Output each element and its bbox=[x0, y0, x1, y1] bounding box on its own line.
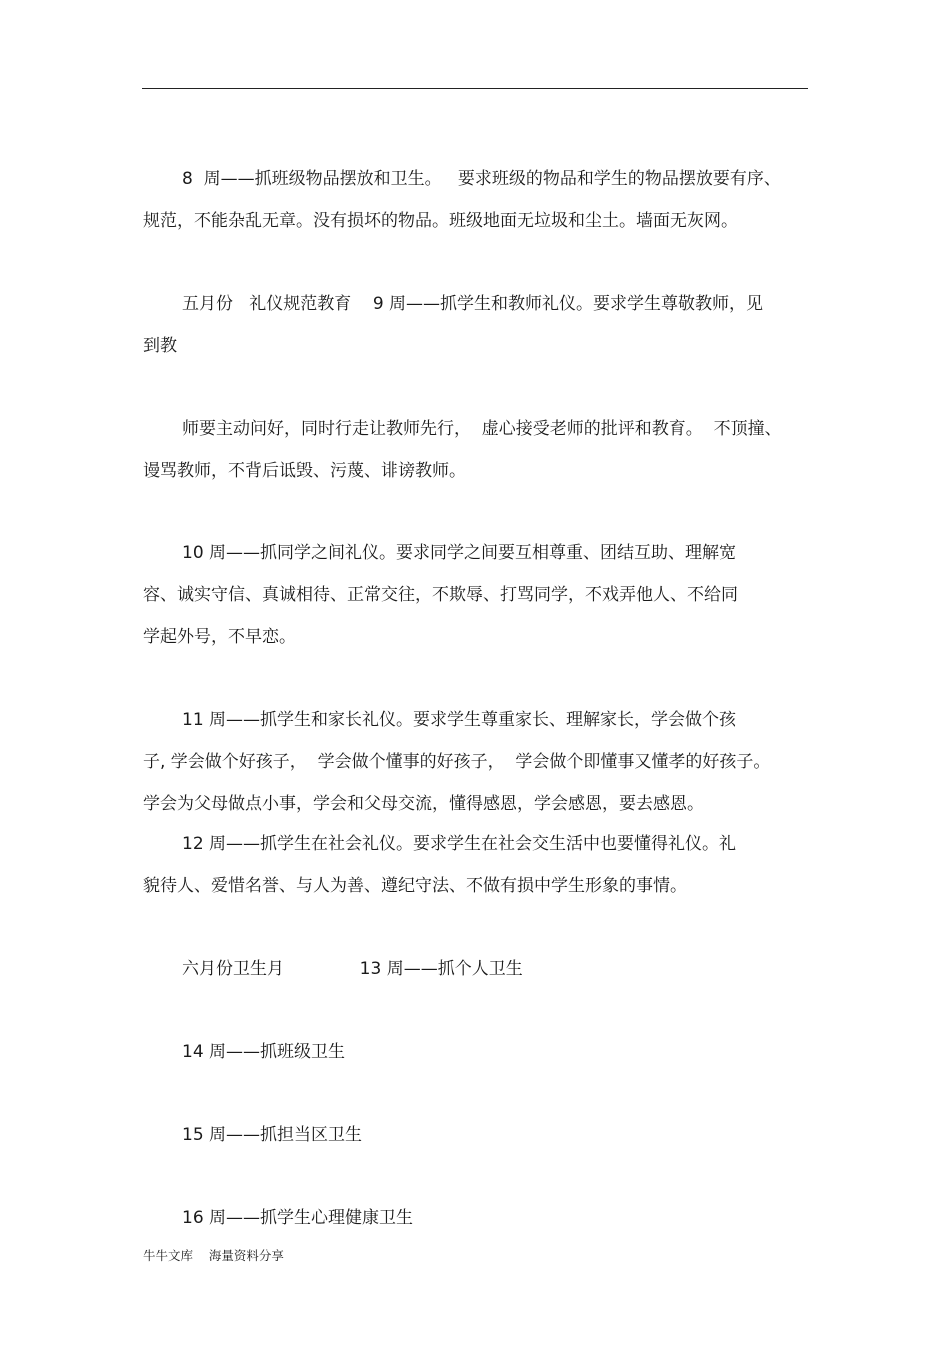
paragraph-line: 学起外号，不早恋。 bbox=[143, 627, 296, 647]
paragraph-line: 8 周——抓班级物品摆放和卫生。 要求班级的物品和学生的物品摆放要有序、 bbox=[182, 169, 781, 189]
paragraph-line: 子, 学会做个好孩子， 学会做个懂事的好孩子， 学会做个即懂事又懂孝的好孩子。 bbox=[143, 752, 771, 772]
header-rule bbox=[142, 88, 808, 89]
paragraph-line: 学会为父母做点小事，学会和父母交流，懂得感恩，学会感恩，要去感恩。 bbox=[143, 794, 704, 814]
paragraph-line: 谩骂教师，不背后诋毁、污蔑、诽谤教师。 bbox=[143, 461, 466, 481]
paragraph-line: 师要主动问好，同时行走让教师先行， 虚心接受老师的批评和教育。 不顶撞、 bbox=[182, 419, 782, 439]
paragraph-line: 11 周——抓学生和家长礼仪。要求学生尊重家长、理解家长，学会做个孩 bbox=[182, 710, 737, 730]
paragraph-line: 到教 bbox=[143, 336, 177, 356]
paragraph-line: 15 周——抓担当区卫生 bbox=[182, 1125, 363, 1145]
paragraph-line: 五月份 礼仪规范教育 9 周——抓学生和教师礼仪。要求学生尊敬教师，见 bbox=[182, 294, 764, 314]
paragraph-line: 12 周——抓学生在社会礼仪。要求学生在社会交生活中也要懂得礼仪。礼 bbox=[182, 834, 737, 854]
paragraph-line: 貌待人、爱惜名誉、与人为善、遵纪守法、不做有损中学生形象的事情。 bbox=[143, 876, 687, 896]
paragraph-line: 六月份卫生月 13 周——抓个人卫生 bbox=[182, 959, 523, 979]
paragraph-line: 容、诚实守信、真诚相待、正常交往，不欺辱、打骂同学，不戏弄他人、不给同 bbox=[143, 585, 738, 605]
paragraph-line: 14 周——抓班级卫生 bbox=[182, 1042, 346, 1062]
paragraph-line: 规范，不能杂乱无章。没有损坏的物品。班级地面无垃圾和尘土。墙面无灰网。 bbox=[143, 211, 738, 231]
paragraph-line: 10 周——抓同学之间礼仪。要求同学之间要互相尊重、团结互助、理解宽 bbox=[182, 543, 737, 563]
paragraph-line: 16 周——抓学生心理健康卫生 bbox=[182, 1208, 414, 1228]
page-footer: 牛牛文库 海量资料分享 bbox=[143, 1248, 284, 1263]
